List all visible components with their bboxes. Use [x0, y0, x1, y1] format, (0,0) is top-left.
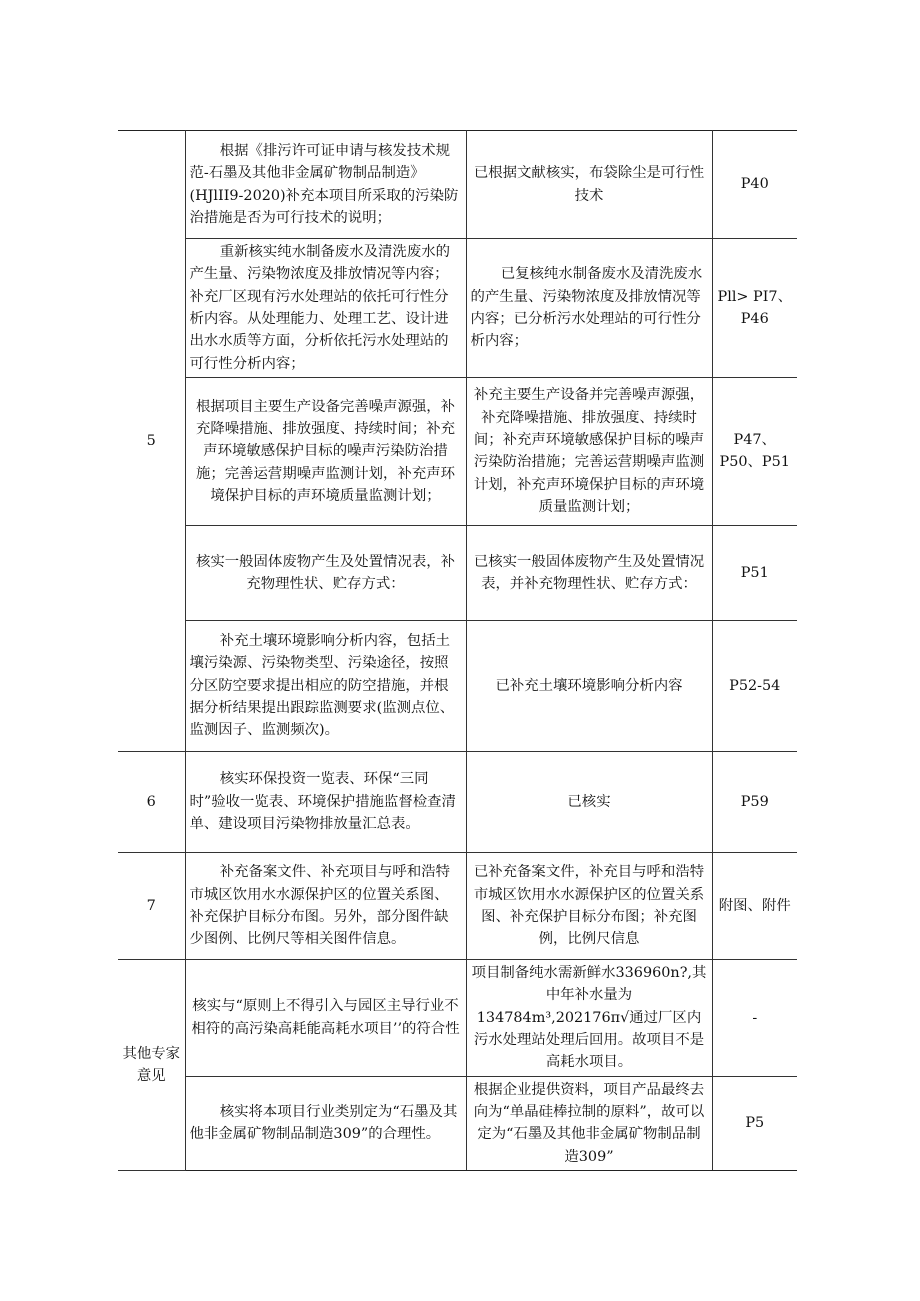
- response-text: 已补充备案文件，补充目与呼和浩特市城区饮用水水源保护区的位置关系图、补充保护目标分布图；补充图例，比例尺信息: [466, 852, 712, 959]
- table-row: [118, 239, 797, 378]
- table-row: [118, 959, 797, 1076]
- page-reference: -: [712, 959, 797, 1076]
- expert-opinion: 根据项目主要生产设备完善噪声源强，补充降噪措施、排放强度、持续时间；补充声环境敏感保护目标的噪声污染防治措施；完善运营期噪声监测计划，补充声环境保护目标的声环境质量监测计划；: [185, 377, 466, 525]
- expert-opinion: 根据《排污许可证申请与核发技术规范-石墨及其他非金属矿物制品制造》(HJlII9-2020)补充本项目所采取的污染防治措施是否为可行技术的说明；: [185, 131, 466, 239]
- response-text: 项目制备纯水需新鲜水336960n?,其中年补水量为134784m³,202176π√通过厂区内污水处理站处理后回用。故项目不是高耗水项目。: [466, 959, 712, 1076]
- page-reference: P40: [712, 131, 797, 239]
- page-reference: Pll> PI7、P46: [712, 239, 797, 378]
- table-row: [118, 852, 797, 959]
- page-reference: P47、P50、P51: [712, 377, 797, 525]
- expert-opinion: 补充土壤环境影响分析内容，包括土壤污染源、污染物类型、污染途径，按照分区防空要求提出相应的防空措施，并根据分析结果提出跟踪监测要求(监测点位、监测因子、监测频次)。: [185, 620, 466, 751]
- expert-opinion: 核实环保投资一览表、环保“三同时”验收一览表、环境保护措施监督检查清单、建设项目污染物排放量汇总表。: [185, 751, 466, 852]
- table-row: [118, 525, 797, 620]
- item-number: 5: [118, 131, 185, 752]
- item-number: 7: [118, 852, 185, 959]
- response-text: 补充主要生产设备并完善噪声源强，补充降噪措施、排放强度、持续时间；补充声环境敏感保护目标的噪声污染防治措施；完善运营期噪声监测计划，补充声环境保护目标的声环境质量监测计划；: [466, 377, 712, 525]
- table-row: [118, 377, 797, 525]
- table-row: [118, 620, 797, 751]
- table-row: [118, 751, 797, 852]
- response-text: 已根据文献核实，布袋除尘是可行性技术: [466, 131, 712, 239]
- expert-opinion: 补充备案文件、补充项目与呼和浩特市城区饮用水水源保护区的位置关系图、补充保护目标分布图。另外，部分图件缺少图例、比例尺等相关图件信息。: [185, 852, 466, 959]
- response-text: 根据企业提供资料，项目产品最终去向为“单晶硅棒拉制的原料”，故可以定为“石墨及其他非金属矿物制品制造309”: [466, 1076, 712, 1170]
- expert-opinion: 核实将本项目行业类别定为“石墨及其他非金属矿物制品制造309”的合理性。: [185, 1076, 466, 1170]
- response-text: 已核实: [466, 751, 712, 852]
- review-response-table: [118, 130, 797, 1171]
- response-text: 已补充土壤环境影响分析内容: [466, 620, 712, 751]
- item-number: 其他专家意见: [118, 959, 185, 1170]
- page-reference: 附图、附件: [712, 852, 797, 959]
- item-number: 6: [118, 751, 185, 852]
- page-reference: P5: [712, 1076, 797, 1170]
- expert-opinion: 重新核实纯水制备废水及清洗废水的产生量、污染物浓度及排放情况等内容；补充厂区现有污水处理站的依托可行性分析内容。从处理能力、处理工艺、设计进出水水质等方面，分析依托污水处理站的可行性分析内容；: [185, 239, 466, 378]
- table-row: [118, 1076, 797, 1170]
- expert-opinion: 核实一般固体废物产生及处置情况表，补充物理性状、贮存方式：: [185, 525, 466, 620]
- page-reference: P52-54: [712, 620, 797, 751]
- response-text: 已核实一般固体废物产生及处置情况表，并补充物理性状、贮存方式：: [466, 525, 712, 620]
- table-row: [118, 131, 797, 239]
- page-reference: P51: [712, 525, 797, 620]
- page-reference: P59: [712, 751, 797, 852]
- expert-opinion: 核实与“原则上不得引入与园区主导行业不相符的高污染高耗能高耗水项目’’的符合性: [185, 959, 466, 1076]
- response-text: 已复核纯水制备废水及清洗废水的产生量、污染物浓度及排放情况等内容；已分析污水处理站的可行性分析内容；: [466, 239, 712, 378]
